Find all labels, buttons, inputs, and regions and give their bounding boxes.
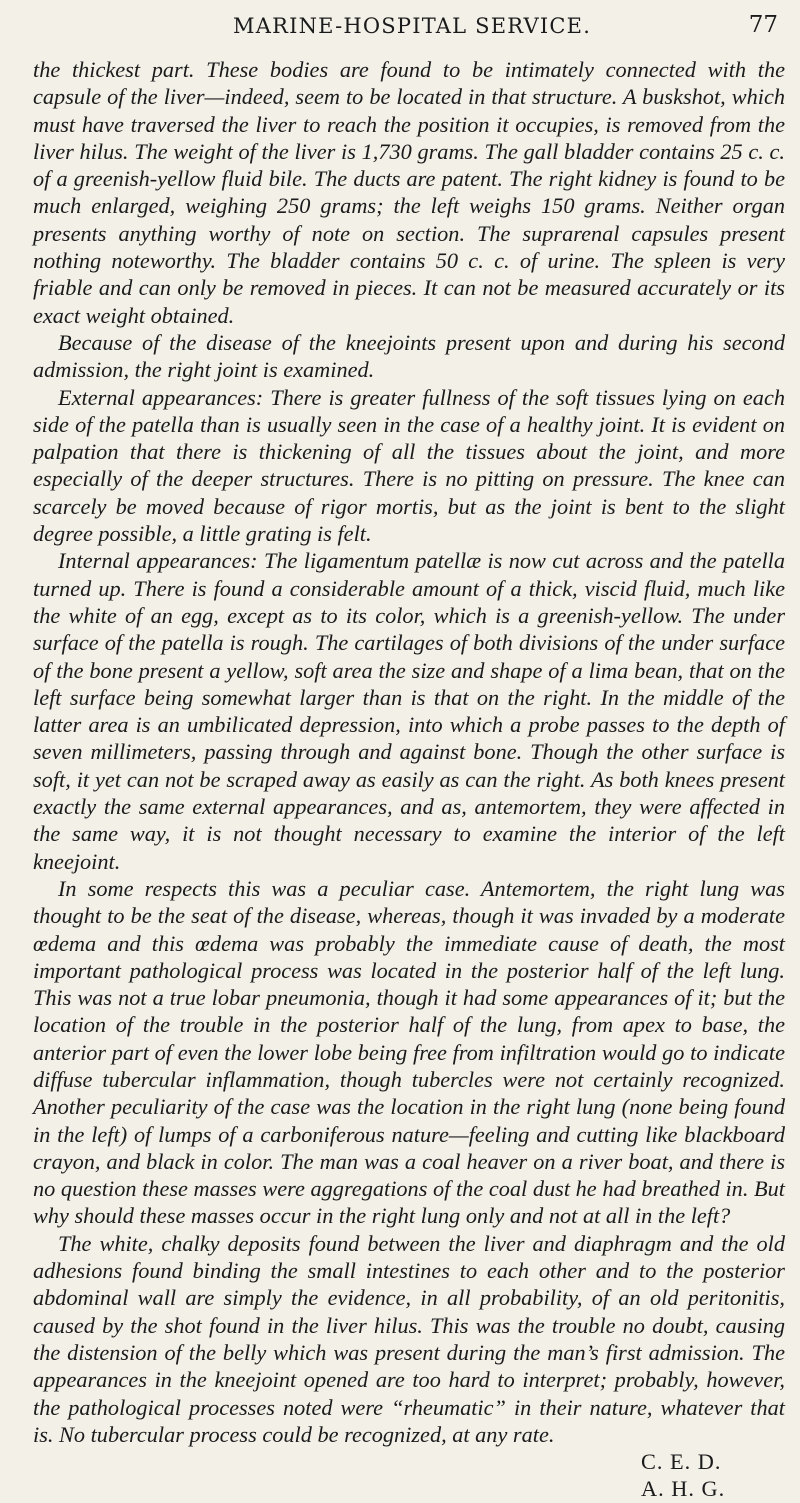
page-number: 77 bbox=[748, 12, 778, 38]
paragraph-peritonitis: The white, chalky deposits found between the liver and diaphragm and the old adhesions found binding the small intestines to each other and to the posterior abdominal wall are simply the evidence, in all probability, of an old peritonitis, caused by the shot found in the liver hilus. This was the trouble no doubt, causing the distension of the belly which was present during the man’s first admission. The appearances in the kneejoint opened are too hard to interpret; probably, however, the pathological processes noted were “rheumatic” in their nature, whatever that is. No tubercular process could be recognized, at any rate. bbox=[33, 1230, 785, 1447]
body-text bbox=[33, 56, 785, 1503]
paragraph-kneejoint-intro: Because of the disease of the kneejoints present upon and during his second admission, the right joint is examined. bbox=[33, 329, 785, 383]
paragraph-external-appearances: External appearances: There is greater fullness of the soft tissues lying on each side of the patella than is usually seen in the case of a healthy joint. It is evident on palpation that there is thickening of all the tissues about the joint, and more especially of the deeper structures. There is no pitting on pressure. The knee can scarcely be moved because of rigor mortis, but as the joint is bent to the slight degree possible, a little grating is felt. bbox=[33, 384, 785, 547]
paragraph-peculiar-case: In some respects this was a peculiar case. Antemortem, the right lung was thought to be the seat of the disease, whereas, though it was invaded by a moderate œdema and this œdema was probably the immediate cause of death, the most important pathological process was located in the posterior half of the left lung. This was not a true lobar pneumonia, though it had some appearances of it; but the location of the trouble in the posterior half of the lung, from apex to base, the anterior part of even the lower lobe being free from infiltration would go to indicate diffuse tubercular inflammation, though tubercles were not certainly recognized. Another peculiarity of the case was the location in the right lung (none being found in the left) of lumps of a carboniferous nature—feeling and cutting like blackboard crayon, and black in color. The man was a coal heaver on a river boat, and there is no question these masses were aggregations of the coal dust he had breathed in. But why should these masses occur in the right lung only and not at all in the left? bbox=[33, 875, 785, 1229]
running-head: MARINE-HOSPITAL SERVICE. bbox=[233, 14, 592, 38]
page-header bbox=[0, 10, 800, 44]
paragraph-internal-appearances: Internal appearances: The ligamentum patellæ is now cut across and the patella turned up. There is found a considerable amount of a thick, viscid fluid, much like the white of an egg, except as to its color, which is a greenish-yellow. The under surface of the patella is rough. The cartilages of both divisions of the under surface of the bone present a yellow, soft area the size and shape of a lima bean, that on the left surface being somewhat larger than is that on the right. In the middle of the latter area is an umbilicated depression, into which a probe passes to the depth of seven millimeters, passing through and against bone. Though the other surface is soft, it yet can not be scraped away as easily as can the right. As both knees present exactly the same external appearances, and as, antemortem, they were affected in the same way, it is not thought necessary to examine the interior of the left kneejoint. bbox=[33, 548, 785, 874]
signature-initials-2: A. H. G. bbox=[641, 1476, 726, 1502]
signature-initials-1: C. E. D. bbox=[641, 1449, 722, 1475]
paragraph-liver-findings: the thickest part. These bodies are found to be intimately connected with the capsule of the liver—indeed, seem to be located in that structure. A buskshot, which must have traversed the liver to reach the position it occupies, is removed from the liver hilus. The weight of the liver is 1,730 grams. The gall bladder contains 25 c. c. of a greenish-yellow fluid bile. The ducts are patent. The right kidney is found to be much enlarged, weighing 250 grams; the left weighs 150 grams. Neither organ presents anything worthy of note on section. The suprarenal capsules present nothing noteworthy. The bladder contains 50 c. c. of urine. The spleen is very friable and can only be removed in pieces. It can not be measured accurately or its exact weight obtained. bbox=[33, 57, 785, 328]
